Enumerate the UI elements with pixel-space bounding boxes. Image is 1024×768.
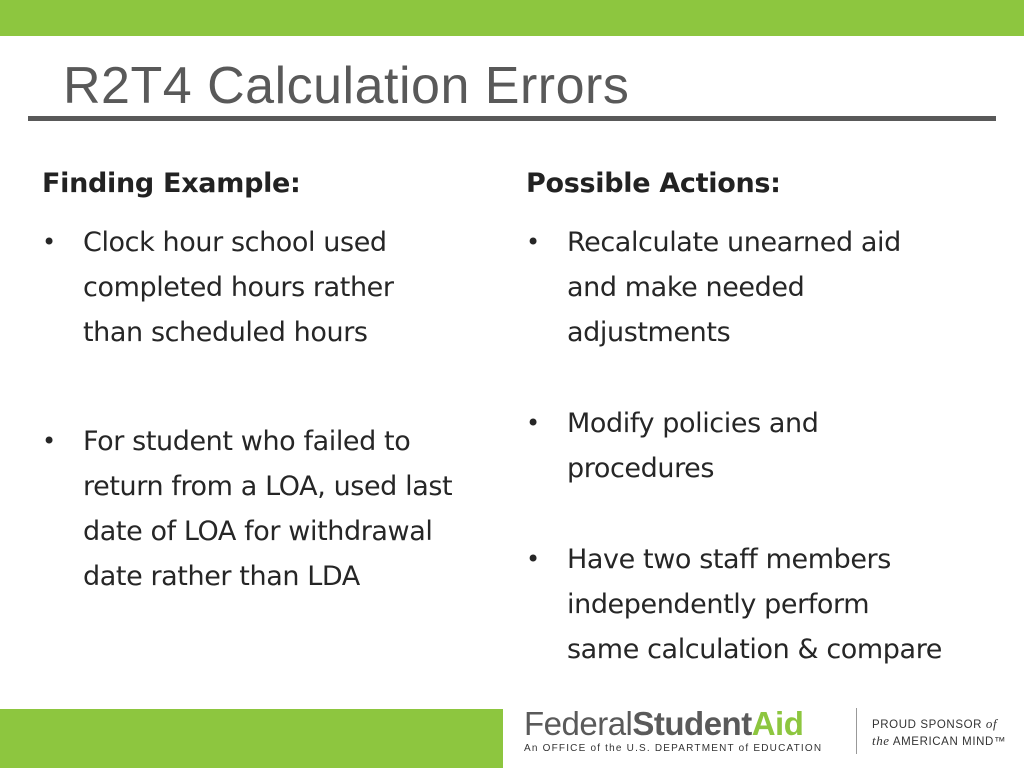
action-bullet-3 — [526, 537, 996, 672]
sponsor-line1: PROUD SPONSOR — [872, 719, 983, 731]
finding-bullet-1 — [42, 220, 502, 355]
action-bullet-1 — [526, 220, 996, 355]
possible-actions-column — [526, 166, 996, 672]
finding-example-list — [42, 220, 502, 599]
finding-bullet-2 — [42, 419, 502, 599]
possible-actions-list — [526, 220, 996, 672]
bullet-line: procedures — [567, 453, 715, 484]
bullet-line: Have two staff members — [567, 544, 891, 575]
bullet-line: independently perform — [567, 589, 870, 620]
finding-example-column — [42, 166, 502, 599]
logo-tagline: An OFFICE of the U.S. DEPARTMENT of EDUCATION — [524, 743, 823, 754]
bullet-line: date rather than LDA — [83, 561, 360, 592]
logo-student-text: Student — [632, 705, 752, 742]
bullet-icon: • — [526, 545, 540, 573]
bullet-line: and make needed — [567, 272, 805, 303]
logo-divider — [856, 708, 857, 754]
action-bullet-2 — [526, 401, 996, 491]
bullet-line: Recalculate unearned aid — [567, 227, 901, 258]
sponsor-the: the — [872, 733, 890, 748]
bullet-icon: • — [526, 409, 540, 437]
logo-federal-text: Federal — [524, 705, 633, 742]
federal-student-aid-logo — [524, 705, 803, 743]
bullet-line: return from a LOA, used last — [83, 471, 453, 502]
sponsor-line2: AMERICAN MIND™ — [892, 736, 1007, 748]
finding-example-heading: Finding Example: — [42, 168, 301, 199]
bullet-line: Modify policies and — [567, 408, 819, 439]
bullet-icon: • — [526, 228, 540, 256]
bullet-line: date of LOA for withdrawal — [83, 516, 433, 547]
possible-actions-heading: Possible Actions: — [526, 168, 781, 199]
bullet-icon: • — [42, 427, 56, 455]
sponsor-of: of — [985, 716, 998, 731]
title-underline — [28, 116, 996, 121]
bullet-line: Clock hour school used — [83, 227, 387, 258]
bullet-line: For student who failed to — [83, 426, 411, 457]
slide-title: R2T4 Calculation Errors — [63, 57, 630, 115]
logo-aid-text: Aid — [751, 705, 804, 742]
proud-sponsor-text — [872, 716, 1006, 750]
bullet-line: completed hours rather — [83, 272, 394, 303]
bottom-accent-bar — [0, 709, 503, 768]
bullet-line: than scheduled hours — [83, 317, 368, 348]
bullet-icon: • — [42, 228, 56, 256]
bullet-line: same calculation & compare — [567, 634, 943, 665]
top-accent-bar — [0, 0, 1024, 36]
bullet-line: adjustments — [567, 317, 731, 348]
